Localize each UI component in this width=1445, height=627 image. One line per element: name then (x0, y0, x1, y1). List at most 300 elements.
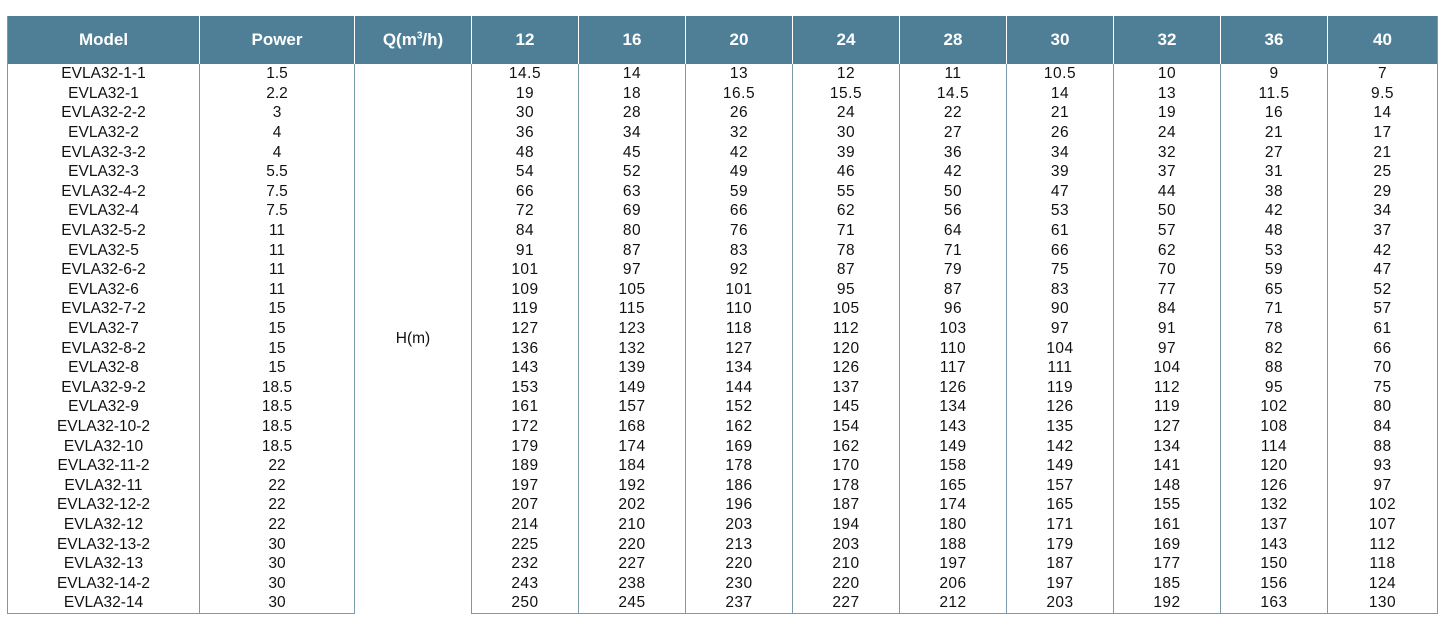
head-value-cell: 32 (686, 123, 793, 143)
table-row (8, 280, 1438, 300)
head-value-cell: 184 (579, 456, 686, 476)
head-value-cell: 14 (579, 64, 686, 84)
model-cell: EVLA32-6-2 (8, 260, 200, 280)
head-value-cell: 63 (579, 182, 686, 202)
table-row (8, 456, 1438, 476)
power-cell: 15 (200, 319, 355, 339)
power-cell: 3 (200, 103, 355, 123)
head-value-cell: 127 (686, 338, 793, 358)
head-value-cell: 16.5 (686, 84, 793, 104)
head-value-cell: 144 (686, 378, 793, 398)
head-value-cell: 168 (579, 417, 686, 437)
header-flow-value: 32 (1114, 16, 1221, 64)
head-value-cell: 192 (1114, 593, 1221, 613)
head-value-cell: 46 (793, 162, 900, 182)
model-cell: EVLA32-3-2 (8, 142, 200, 162)
head-value-cell: 220 (793, 573, 900, 593)
head-value-cell: 25 (1373, 163, 1392, 181)
head-value-cell: 48 (472, 142, 579, 162)
head-value-cell: 155 (1114, 495, 1221, 515)
head-value-cell: 186 (686, 475, 793, 495)
power-cell: 5.5 (200, 162, 355, 182)
model-cell: EVLA32-7 (8, 319, 200, 339)
head-value-cell: 45 (579, 142, 686, 162)
table-row (8, 593, 1438, 613)
power-cell: 4 (200, 142, 355, 162)
head-value-cell: 150 (1221, 554, 1328, 574)
head-value-cell: 84 (472, 221, 579, 241)
head-value-cell: 245 (579, 593, 686, 613)
head-value-cell: 132 (579, 338, 686, 358)
head-value-cell: 17 (1373, 124, 1392, 142)
head-value-cell: 66 (472, 182, 579, 202)
head-value-cell: 132 (1221, 495, 1328, 515)
head-value-cell: 178 (793, 475, 900, 495)
head-value-cell: 210 (579, 515, 686, 535)
power-cell: 22 (200, 475, 355, 495)
table-row (8, 358, 1438, 378)
pump-performance-table (7, 16, 1438, 614)
model-cell: EVLA32-1 (8, 84, 200, 104)
head-value-cell: 90 (1007, 299, 1114, 319)
head-value-cell: 101 (472, 260, 579, 280)
head-value-cell: 75 (1007, 260, 1114, 280)
head-value-cell: 87 (793, 260, 900, 280)
head-value-cell: 135 (1007, 417, 1114, 437)
head-value-cell: 179 (1007, 534, 1114, 554)
head-value-cell: 28 (579, 103, 686, 123)
head-value-cell: 14 (1373, 104, 1392, 122)
model-cell: EVLA32-13-2 (8, 534, 200, 554)
head-value-cell: 179 (472, 436, 579, 456)
head-value-cell: 30 (793, 123, 900, 143)
head-value-cell: 102 (1221, 397, 1328, 417)
head-value-cell: 111 (1007, 358, 1114, 378)
power-cell: 18.5 (200, 378, 355, 398)
head-value-cell: 137 (793, 378, 900, 398)
power-cell: 1.5 (200, 64, 355, 84)
head-value-cell: 61 (1007, 221, 1114, 241)
model-cell: EVLA32-12 (8, 515, 200, 535)
head-value-cell: 34 (579, 123, 686, 143)
head-value-cell: 152 (686, 397, 793, 417)
head-value-cell: 110 (900, 338, 1007, 358)
header-flow-value: 12 (472, 16, 579, 64)
head-value-cell: 91 (1114, 319, 1221, 339)
head-value-cell: 11.5 (1221, 84, 1328, 104)
head-value-cell: 72 (472, 201, 579, 221)
head-value-cell: 178 (686, 456, 793, 476)
model-cell: EVLA32-3 (8, 162, 200, 182)
head-value-cell: 9.5 (1370, 84, 1395, 102)
head-value-cell: 76 (686, 221, 793, 241)
head-value-cell: 180 (900, 515, 1007, 535)
head-value-cell: 42 (1373, 241, 1392, 259)
head-value-cell: 21 (1221, 123, 1328, 143)
head-value-cell: 187 (793, 495, 900, 515)
head-value-cell: 95 (1221, 378, 1328, 398)
head-value-cell: 64 (900, 221, 1007, 241)
power-cell: 30 (200, 554, 355, 574)
table-row (8, 378, 1438, 398)
head-value-cell: 44 (1114, 182, 1221, 202)
model-cell: EVLA32-9-2 (8, 378, 200, 398)
head-value-cell: 108 (1221, 417, 1328, 437)
head-value-cell: 95 (793, 280, 900, 300)
table-row (8, 319, 1438, 339)
header-q-prefix: Q(m (382, 30, 417, 49)
head-value-cell: 70 (1373, 359, 1392, 377)
head-value-cell: 97 (1114, 338, 1221, 358)
power-cell: 30 (200, 573, 355, 593)
head-value-cell: 134 (1114, 436, 1221, 456)
head-value-cell: 34 (1373, 202, 1392, 220)
head-value-cell: 61 (1373, 320, 1392, 338)
head-value-cell: 62 (793, 201, 900, 221)
model-cell: EVLA32-13 (8, 554, 200, 574)
head-value-cell: 9 (1221, 64, 1328, 84)
head-value-cell: 203 (686, 515, 793, 535)
head-value-cell: 119 (472, 299, 579, 319)
head-value-cell: 119 (1007, 378, 1114, 398)
table-row (8, 240, 1438, 260)
head-value-cell: 153 (472, 378, 579, 398)
head-value-cell: 206 (900, 573, 1007, 593)
head-value-cell: 189 (472, 456, 579, 476)
head-value-cell: 24 (1114, 123, 1221, 143)
head-value-cell: 214 (472, 515, 579, 535)
head-value-cell: 126 (793, 358, 900, 378)
head-value-cell: 149 (579, 378, 686, 398)
head-value-cell: 212 (900, 593, 1007, 613)
head-value-cell: 80 (579, 221, 686, 241)
head-value-cell: 59 (686, 182, 793, 202)
head-value-cell: 42 (900, 162, 1007, 182)
head-value-cell: 37 (1373, 222, 1392, 240)
power-cell: 4 (200, 123, 355, 143)
head-value-cell: 78 (1221, 319, 1328, 339)
head-value-cell: 97 (1373, 476, 1392, 494)
head-value-cell: 120 (793, 338, 900, 358)
head-value-cell: 156 (1221, 573, 1328, 593)
model-cell: EVLA32-8 (8, 358, 200, 378)
power-cell: 30 (200, 593, 355, 613)
power-cell: 11 (200, 260, 355, 280)
table-row (8, 84, 1438, 104)
head-value-cell: 102 (1368, 496, 1397, 514)
table-row (8, 221, 1438, 241)
head-value-cell: 53 (1221, 240, 1328, 260)
power-cell: 15 (200, 358, 355, 378)
head-value-cell: 82 (1221, 338, 1328, 358)
head-value-cell: 162 (793, 436, 900, 456)
table-row (8, 515, 1438, 535)
power-cell: 7.5 (200, 201, 355, 221)
head-value-cell: 143 (900, 417, 1007, 437)
head-value-cell: 196 (686, 495, 793, 515)
head-value-cell: 27 (900, 123, 1007, 143)
head-value-cell: 10 (1114, 64, 1221, 84)
head-value-cell: 210 (793, 554, 900, 574)
head-value-cell: 188 (900, 534, 1007, 554)
header-q-suffix: /h) (422, 30, 444, 49)
model-cell: EVLA32-2-2 (8, 103, 200, 123)
head-value-cell: 118 (686, 319, 793, 339)
power-cell: 15 (200, 299, 355, 319)
head-value-cell: 123 (579, 319, 686, 339)
head-value-cell: 53 (1007, 201, 1114, 221)
head-value-cell: 42 (1221, 201, 1328, 221)
head-value-cell: 171 (1007, 515, 1114, 535)
model-cell: EVLA32-14-2 (8, 573, 200, 593)
header-flow-value: 30 (1007, 16, 1114, 64)
head-value-cell: 93 (1373, 457, 1392, 475)
head-value-cell: 30 (472, 103, 579, 123)
head-value-cell: 39 (793, 142, 900, 162)
head-value-cell: 37 (1114, 162, 1221, 182)
head-value-cell: 194 (793, 515, 900, 535)
head-value-cell: 172 (472, 417, 579, 437)
head-value-cell: 21 (1007, 103, 1114, 123)
head-value-cell: 203 (793, 534, 900, 554)
table-row (8, 201, 1438, 221)
head-value-cell: 109 (472, 280, 579, 300)
model-cell: EVLA32-4 (8, 201, 200, 221)
power-cell: 7.5 (200, 182, 355, 202)
header-flow-value: 24 (793, 16, 900, 64)
pump-performance-table-container (7, 16, 1437, 614)
table-row (8, 554, 1438, 574)
head-value-cell: 59 (1221, 260, 1328, 280)
model-cell: EVLA32-10-2 (8, 417, 200, 437)
head-value-cell: 161 (472, 397, 579, 417)
head-value-cell: 197 (472, 475, 579, 495)
head-value-cell: 92 (686, 260, 793, 280)
head-value-cell: 145 (793, 397, 900, 417)
power-cell: 11 (200, 280, 355, 300)
head-value-cell: 149 (900, 436, 1007, 456)
header-flow-value: 36 (1221, 16, 1328, 64)
head-value-cell: 55 (793, 182, 900, 202)
head-value-cell: 139 (579, 358, 686, 378)
head-value-cell: 127 (1114, 417, 1221, 437)
head-value-cell: 38 (1221, 182, 1328, 202)
head-value-cell: 50 (900, 182, 1007, 202)
power-cell: 11 (200, 221, 355, 241)
table-row (8, 573, 1438, 593)
table-row (8, 123, 1438, 143)
head-value-cell: 13 (686, 64, 793, 84)
head-value-cell: 62 (1114, 240, 1221, 260)
head-value-cell: 54 (472, 162, 579, 182)
table-row (8, 417, 1438, 437)
table-header (8, 16, 1438, 64)
head-value-cell: 19 (1114, 103, 1221, 123)
header-power: Power (200, 16, 355, 64)
head-value-cell: 213 (686, 534, 793, 554)
head-value-cell: 197 (900, 554, 1007, 574)
head-value-cell: 49 (686, 162, 793, 182)
head-value-cell: 174 (579, 436, 686, 456)
head-value-cell: 47 (1373, 261, 1392, 279)
model-cell: EVLA32-12-2 (8, 495, 200, 515)
head-value-cell: 238 (579, 573, 686, 593)
head-value-cell: 162 (686, 417, 793, 437)
head-value-cell: 56 (900, 201, 1007, 221)
head-value-cell: 36 (472, 123, 579, 143)
head-value-cell: 170 (793, 456, 900, 476)
table-row (8, 436, 1438, 456)
head-value-cell: 105 (579, 280, 686, 300)
head-value-cell: 157 (1007, 475, 1114, 495)
head-value-cell: 192 (579, 475, 686, 495)
head-value-cell: 83 (1007, 280, 1114, 300)
head-value-cell: 87 (579, 240, 686, 260)
head-value-cell: 169 (686, 436, 793, 456)
table-row (8, 162, 1438, 182)
head-value-cell: 52 (1373, 280, 1392, 298)
head-value-cell: 22 (900, 103, 1007, 123)
head-value-cell: 66 (1373, 339, 1392, 357)
header-model: Model (8, 16, 200, 64)
head-value-cell: 141 (1114, 456, 1221, 476)
header-q-sup: 3 (416, 30, 423, 42)
table-row (8, 103, 1438, 123)
head-value-cell: 69 (579, 201, 686, 221)
head-value-cell: 157 (579, 397, 686, 417)
table-row (8, 397, 1438, 417)
head-value-cell: 227 (579, 554, 686, 574)
head-value-cell: 66 (1007, 240, 1114, 260)
table-row (8, 64, 1438, 84)
power-cell: 22 (200, 456, 355, 476)
head-value-cell: 80 (1373, 398, 1392, 416)
table-row (8, 475, 1438, 495)
head-value-cell: 34 (1007, 142, 1114, 162)
head-value-cell: 42 (686, 142, 793, 162)
head-value-cell: 52 (579, 162, 686, 182)
head-value-cell: 120 (1221, 456, 1328, 476)
table-row (8, 534, 1438, 554)
header-flow-value: 20 (686, 16, 793, 64)
head-value-cell: 39 (1007, 162, 1114, 182)
model-cell: EVLA32-11-2 (8, 456, 200, 476)
head-value-cell: 88 (1373, 437, 1392, 455)
head-value-cell: 220 (686, 554, 793, 574)
head-value-cell: 50 (1114, 201, 1221, 221)
head-value-cell: 7 (1377, 65, 1388, 83)
model-cell: EVLA32-6 (8, 280, 200, 300)
head-label-cell: H(m) (355, 64, 472, 613)
head-value-cell: 47 (1007, 182, 1114, 202)
head-value-cell: 71 (900, 240, 1007, 260)
head-value-cell: 14.5 (900, 84, 1007, 104)
head-value-cell: 232 (472, 554, 579, 574)
head-value-cell: 203 (1007, 593, 1114, 613)
head-value-cell: 187 (1007, 554, 1114, 574)
head-value-cell: 96 (900, 299, 1007, 319)
head-value-cell: 15.5 (793, 84, 900, 104)
model-cell: EVLA32-9 (8, 397, 200, 417)
head-value-cell: 48 (1221, 221, 1328, 241)
head-value-cell: 149 (1007, 456, 1114, 476)
head-value-cell: 87 (900, 280, 1007, 300)
head-value-cell: 31 (1221, 162, 1328, 182)
head-value-cell: 36 (900, 142, 1007, 162)
head-value-cell: 71 (793, 221, 900, 241)
head-value-cell: 161 (1114, 515, 1221, 535)
head-value-cell: 126 (1007, 397, 1114, 417)
head-value-cell: 163 (1221, 593, 1328, 613)
table-row (8, 299, 1438, 319)
head-value-cell: 115 (579, 299, 686, 319)
head-value-cell: 127 (472, 319, 579, 339)
table-row (8, 495, 1438, 515)
head-value-cell: 227 (793, 593, 900, 613)
power-cell: 22 (200, 515, 355, 535)
head-value-cell: 107 (1368, 515, 1397, 533)
head-value-cell: 66 (686, 201, 793, 221)
head-value-cell: 118 (1369, 555, 1396, 573)
head-value-cell: 65 (1221, 280, 1328, 300)
head-value-cell: 137 (1221, 515, 1328, 535)
head-value-cell: 165 (1007, 495, 1114, 515)
head-value-cell: 84 (1373, 417, 1392, 435)
power-cell: 15 (200, 338, 355, 358)
head-value-cell: 104 (1114, 358, 1221, 378)
table-row (8, 260, 1438, 280)
head-value-cell: 158 (900, 456, 1007, 476)
head-value-cell: 225 (472, 534, 579, 554)
head-value-cell: 136 (472, 338, 579, 358)
head-value-cell: 124 (1368, 574, 1397, 592)
head-value-cell: 19 (472, 84, 579, 104)
head-value-cell: 243 (472, 573, 579, 593)
head-value-cell: 202 (579, 495, 686, 515)
model-cell: EVLA32-7-2 (8, 299, 200, 319)
head-value-cell: 169 (1114, 534, 1221, 554)
header-flow-value: 16 (579, 16, 686, 64)
head-value-cell: 16 (1221, 103, 1328, 123)
head-value-cell: 117 (900, 358, 1007, 378)
table-row (8, 142, 1438, 162)
header-flow-value: 28 (900, 16, 1007, 64)
power-cell: 18.5 (200, 436, 355, 456)
head-value-cell: 21 (1373, 143, 1392, 161)
head-value-cell: 134 (900, 397, 1007, 417)
head-value-cell: 112 (1369, 535, 1396, 553)
head-value-cell: 26 (1007, 123, 1114, 143)
model-cell: EVLA32-1-1 (8, 64, 200, 84)
head-value-cell: 112 (793, 319, 900, 339)
head-value-cell: 185 (1114, 573, 1221, 593)
head-value-cell: 71 (1221, 299, 1328, 319)
head-value-cell: 77 (1114, 280, 1221, 300)
power-cell: 2.2 (200, 84, 355, 104)
head-value-cell: 142 (1007, 436, 1114, 456)
head-value-cell: 97 (1007, 319, 1114, 339)
head-value-cell: 27 (1221, 142, 1328, 162)
head-value-cell: 14 (1007, 84, 1114, 104)
head-value-cell: 104 (1007, 338, 1114, 358)
head-value-cell: 126 (1221, 475, 1328, 495)
head-value-cell: 84 (1114, 299, 1221, 319)
head-value-cell: 154 (793, 417, 900, 437)
head-value-cell: 70 (1114, 260, 1221, 280)
head-value-cell: 119 (1114, 397, 1221, 417)
head-value-cell: 26 (686, 103, 793, 123)
head-value-cell: 101 (686, 280, 793, 300)
